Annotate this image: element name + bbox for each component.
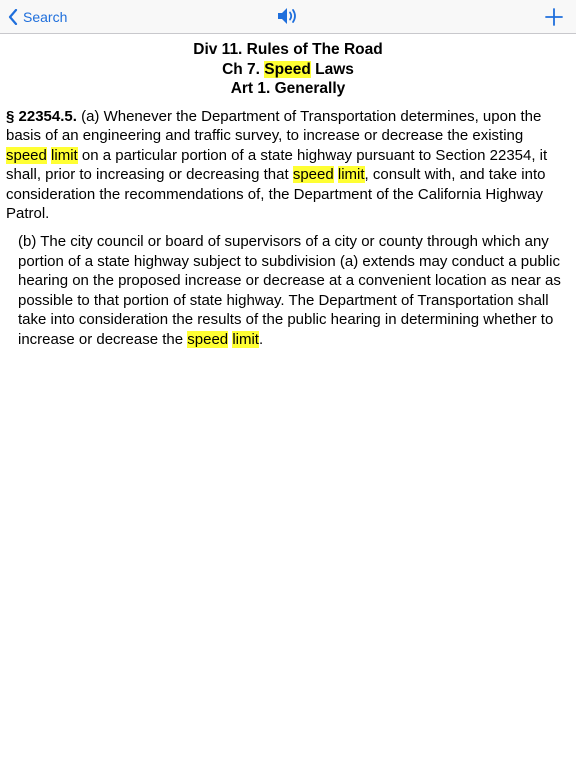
back-button[interactable]: [8, 6, 67, 28]
division-title: Div 11. Rules of The Road: [193, 41, 383, 58]
plus-icon: [543, 6, 565, 28]
section-text: (a) Whenever the Department of Transportation determines, upon the basis of an engineering and traffic survey, to increase or decrease the existing: [6, 107, 542, 145]
article-title: Art 1. Generally: [230, 80, 346, 97]
section-paragraph-a: [6, 107, 568, 225]
section-paragraph-b: [18, 232, 568, 350]
section-text: (b) The city council or board of supervisors of a city or county through which any portion of a state highway subject to subdivision (a) extends may conduct a public hearing on the proposed increase or decrease at a convenient location as near as possible to that portion of state highway. The Department of Transportation shall take into consideration the results of the public hearing in determining whether to increase or decrease the: [18, 233, 561, 349]
chapter-prefix: Ch 7.: [222, 60, 265, 78]
search-highlight: speed: [292, 166, 334, 184]
document-heading: [0, 40, 576, 99]
section-text: .: [258, 331, 264, 349]
search-highlight: speed: [6, 146, 47, 164]
chapter-title: [0, 60, 576, 80]
search-highlight: Speed: [264, 60, 311, 78]
add-button[interactable]: [543, 6, 565, 28]
search-highlight: speed: [187, 331, 229, 349]
section-text: on a particular portion of a state highway pursuant to Section 22354, it shall, prior to increasing or decreasing that: [6, 146, 548, 184]
chevron-left-icon: [8, 9, 18, 25]
speaker-button[interactable]: [276, 5, 300, 27]
navigation-bar: [0, 0, 576, 34]
search-highlight: limit: [232, 331, 259, 349]
search-highlight: limit: [51, 146, 78, 164]
section-number: § 22354.5.: [6, 107, 77, 125]
chapter-suffix: Laws: [310, 60, 354, 78]
back-button-label: Search: [23, 9, 68, 25]
section-text: , consult with, and take into consideration the recommendations of, the Department of the California Highway Patrol.: [6, 166, 546, 223]
speaker-icon: [276, 5, 300, 27]
document-content: [0, 34, 576, 350]
search-highlight: limit: [337, 166, 365, 184]
